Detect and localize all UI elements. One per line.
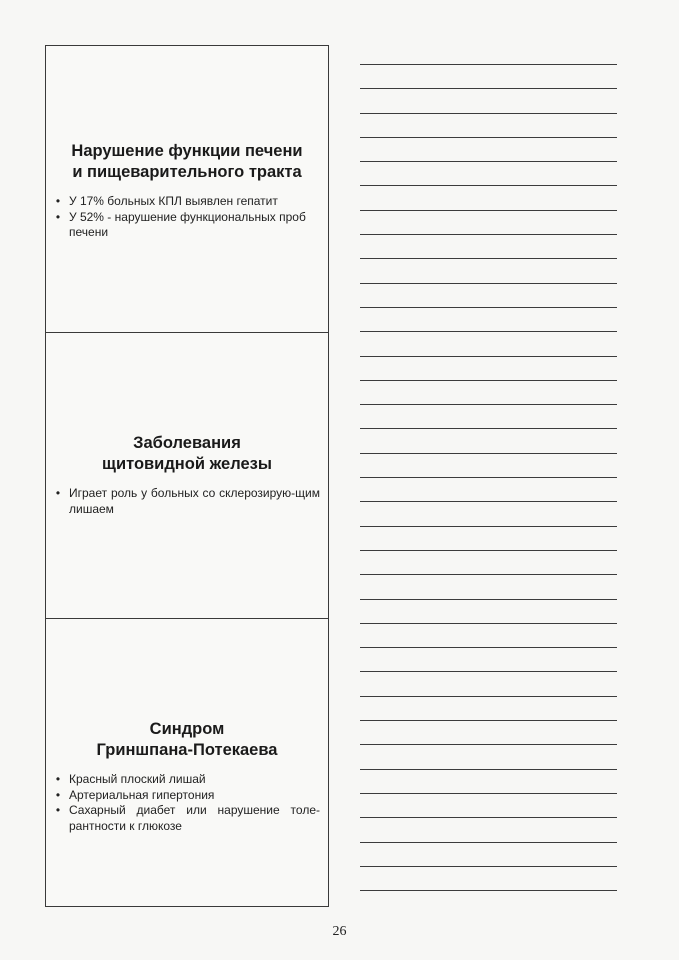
note-line	[360, 600, 617, 624]
note-line	[360, 527, 617, 551]
slide-thyroid	[46, 332, 328, 618]
bullet-list	[54, 194, 320, 241]
slide-liver-digestive	[46, 46, 328, 332]
note-line	[360, 332, 617, 356]
note-line	[360, 162, 617, 186]
slide-title-line: Синдром	[149, 720, 225, 738]
note-line	[360, 65, 617, 89]
slide-title	[46, 433, 328, 475]
note-line	[360, 454, 617, 478]
note-line	[360, 308, 617, 332]
note-line	[360, 867, 617, 891]
note-line	[360, 405, 617, 429]
notes-ruled-lines	[360, 64, 617, 891]
bullet-icon: •	[55, 209, 61, 224]
bullet-icon: •	[55, 194, 61, 208]
note-line	[360, 89, 617, 113]
bullet-text: Красный плоский лишай	[69, 772, 206, 786]
bullet-text: Сахарный диабет или нарушение толе-рантности к глюкозе	[69, 803, 320, 833]
note-line	[360, 648, 617, 672]
note-line	[360, 843, 617, 867]
bullet-item	[54, 803, 320, 834]
note-line	[360, 284, 617, 308]
bullet-item	[54, 194, 320, 210]
note-line	[360, 186, 617, 210]
bullet-text: У 52% - нарушение функциональных проб печени	[69, 209, 306, 239]
note-line	[360, 381, 617, 405]
slide-grinshpan-syndrome	[46, 618, 328, 906]
bullet-item	[54, 788, 320, 804]
note-line	[360, 672, 617, 696]
note-line	[360, 721, 617, 745]
slide-title-line: щитовидной железы	[102, 455, 272, 473]
note-line	[360, 502, 617, 526]
bullet-icon: •	[55, 803, 61, 817]
note-line	[360, 429, 617, 453]
bullet-item	[54, 486, 320, 517]
note-line	[360, 575, 617, 599]
note-line	[360, 357, 617, 381]
note-line	[360, 818, 617, 842]
note-line	[360, 114, 617, 138]
slide-title-line: Заболевания	[133, 434, 241, 452]
bullet-text: Играет роль у больных со склерозирую-щим лишаем	[69, 486, 320, 516]
note-line	[360, 478, 617, 502]
slide-title-line: Нарушение функции печени	[71, 142, 303, 160]
bullet-text: У 17% больных КПЛ выявлен гепатит	[69, 194, 278, 208]
bullet-text: Артериальная гипертония	[69, 787, 215, 802]
note-line	[360, 138, 617, 162]
slide-title	[46, 719, 328, 761]
bullet-icon: •	[55, 486, 61, 500]
note-line	[360, 235, 617, 259]
bullet-item	[54, 210, 320, 241]
slide-title-line: и пищеварительного тракта	[72, 163, 302, 181]
bullet-list	[54, 772, 320, 834]
slides-column	[45, 45, 329, 907]
note-line	[360, 624, 617, 648]
bullet-icon: •	[55, 787, 61, 802]
bullet-item	[54, 772, 320, 788]
note-line	[360, 794, 617, 818]
note-line	[360, 745, 617, 769]
note-line	[360, 211, 617, 235]
note-line	[360, 259, 617, 283]
bullet-icon: •	[55, 772, 61, 786]
bullet-list	[54, 486, 320, 517]
note-line	[360, 770, 617, 794]
note-line	[360, 551, 617, 575]
page-number: 26	[332, 924, 347, 939]
note-line	[360, 697, 617, 721]
slide-title-line: Гриншпана-Потекаева	[96, 741, 278, 759]
slide-title	[46, 141, 328, 183]
